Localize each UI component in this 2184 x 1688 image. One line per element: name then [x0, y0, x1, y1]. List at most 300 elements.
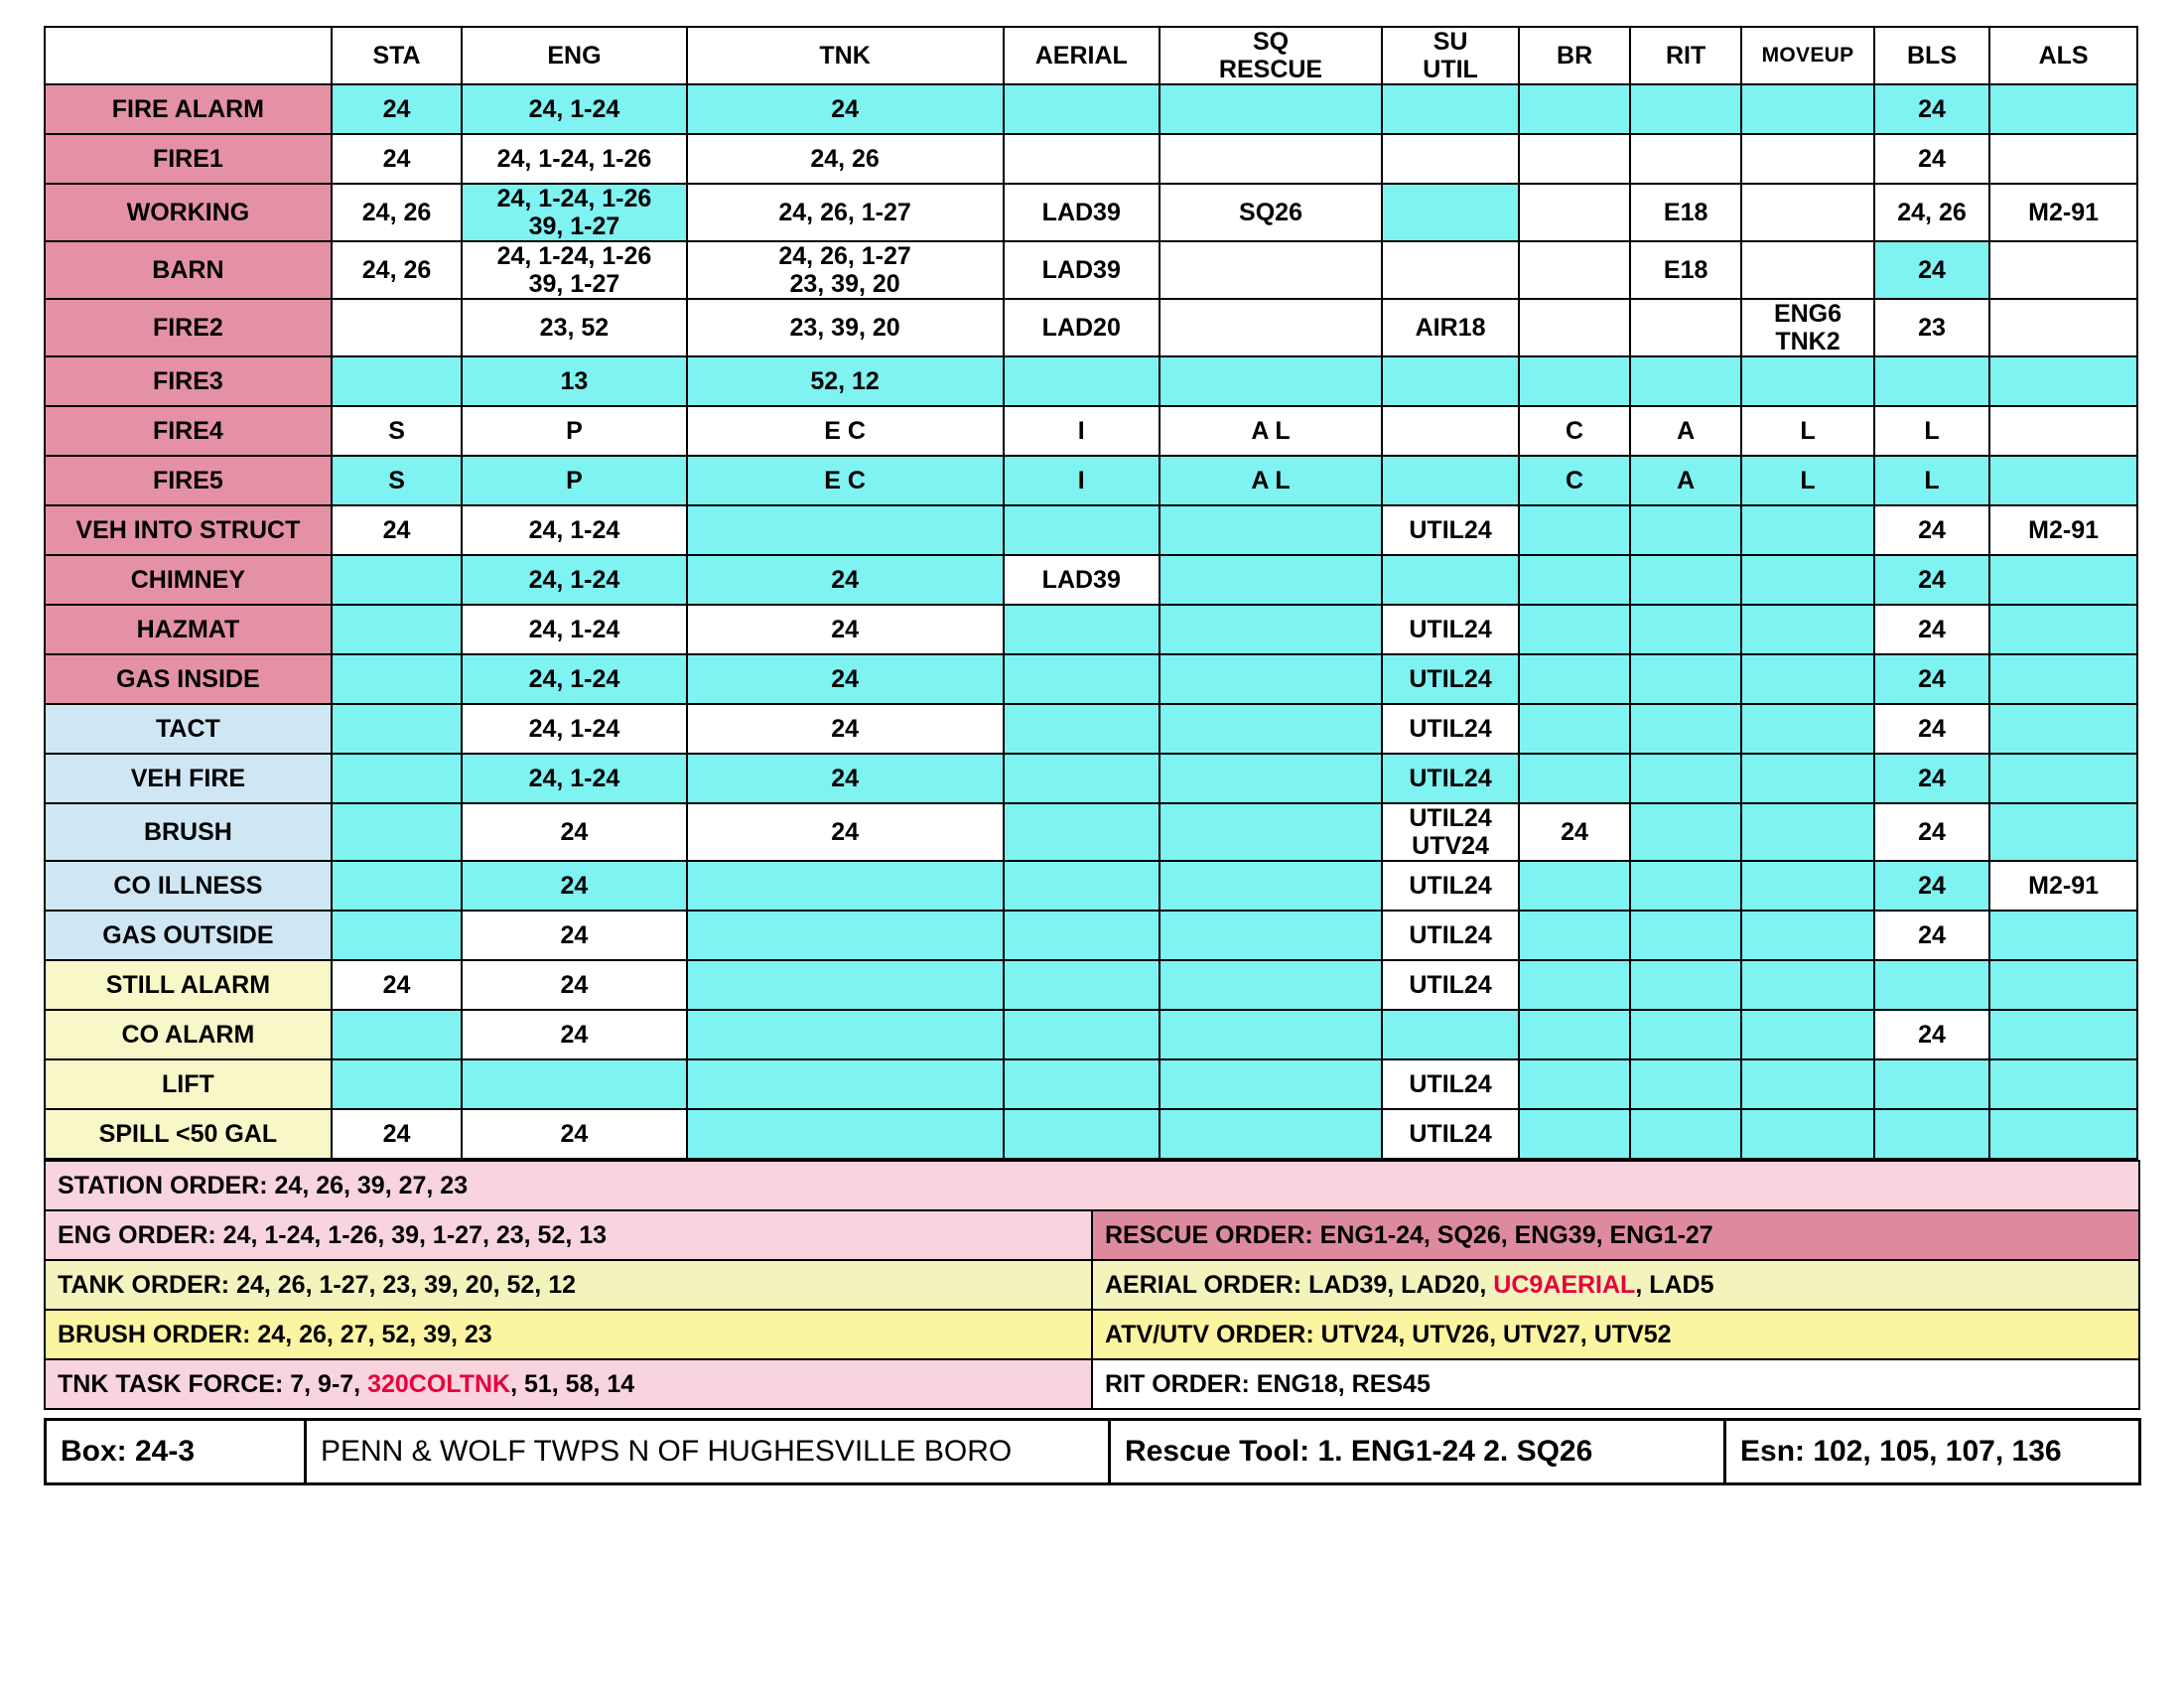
cell-bls: 24 [1874, 555, 1989, 605]
table-row [45, 1059, 2137, 1109]
row-label: LIFT [45, 1059, 332, 1109]
cell-tnk: 24 [687, 704, 1004, 754]
cell-eng: 24 [462, 911, 686, 960]
row-label: CHIMNEY [45, 555, 332, 605]
row-label: GAS INSIDE [45, 654, 332, 704]
cell-su_util [1382, 1010, 1519, 1059]
cell-sq_rescue [1160, 241, 1382, 299]
cell-sq_rescue [1160, 356, 1382, 406]
cell-su_util: AIR18 [1382, 299, 1519, 356]
column-header-tnk: TNK [687, 27, 1004, 84]
cell-als: M2-91 [1989, 861, 2137, 911]
cell-sta [332, 861, 462, 911]
cell-tnk: E C [687, 406, 1004, 456]
column-header-sta: STA [332, 27, 462, 84]
cell-moveup [1741, 960, 1874, 1010]
cell-tnk: 24 [687, 605, 1004, 654]
cell-bls: L [1874, 456, 1989, 505]
cell-als [1989, 605, 2137, 654]
cell-sta: 24, 26 [332, 241, 462, 299]
cell-rit [1630, 803, 1741, 861]
cell-sta [332, 299, 462, 356]
cell-eng: 24, 1-24 [462, 754, 686, 803]
cell-aerial [1004, 134, 1160, 184]
footer-row [46, 1420, 2140, 1484]
cell-sta: 24 [332, 84, 462, 134]
cell-bls: 24 [1874, 241, 1989, 299]
cell-br [1519, 184, 1630, 241]
cell-eng: 24 [462, 803, 686, 861]
cell-als: M2-91 [1989, 505, 2137, 555]
cell-als [1989, 960, 2137, 1010]
cell-tnk [687, 911, 1004, 960]
cell-bls [1874, 356, 1989, 406]
cell-moveup [1741, 754, 1874, 803]
cell-su_util [1382, 406, 1519, 456]
cell-moveup [1741, 184, 1874, 241]
cell-tnk [687, 1059, 1004, 1109]
cell-tnk [687, 960, 1004, 1010]
row-label: HAZMAT [45, 605, 332, 654]
column-header-moveup: MOVEUP [1741, 27, 1874, 84]
cell-tnk [687, 1010, 1004, 1059]
cell-aerial: LAD39 [1004, 555, 1160, 605]
cell-moveup [1741, 1109, 1874, 1159]
cell-eng: 24, 1-24 [462, 84, 686, 134]
cell-br [1519, 960, 1630, 1010]
station-order: STATION ORDER: 24, 26, 39, 27, 23 [45, 1161, 2139, 1210]
cell-aerial [1004, 861, 1160, 911]
cell-sq_rescue [1160, 803, 1382, 861]
cell-eng: 13 [462, 356, 686, 406]
cell-br: 24 [1519, 803, 1630, 861]
cell-br [1519, 299, 1630, 356]
cell-sta [332, 356, 462, 406]
cell-aerial [1004, 803, 1160, 861]
cell-tnk: 52, 12 [687, 356, 1004, 406]
cell-br [1519, 134, 1630, 184]
cell-sta [332, 754, 462, 803]
cell-su_util: UTIL24 [1382, 1059, 1519, 1109]
cell-eng: 24, 1-24, 1-26 39, 1-27 [462, 184, 686, 241]
table-header-row [45, 27, 2137, 84]
cell-su_util: UTIL24 [1382, 754, 1519, 803]
column-header-aerial: AERIAL [1004, 27, 1160, 84]
column-header-bls: BLS [1874, 27, 1989, 84]
table-row [45, 241, 2137, 299]
table-row [45, 1109, 2137, 1159]
row-label: FIRE1 [45, 134, 332, 184]
cell-eng: 24 [462, 960, 686, 1010]
table-row [45, 911, 2137, 960]
esn-list: Esn: 102, 105, 107, 136 [1725, 1420, 2140, 1484]
table-row [45, 406, 2137, 456]
cell-moveup [1741, 654, 1874, 704]
cell-rit [1630, 754, 1741, 803]
cell-moveup [1741, 134, 1874, 184]
cell-su_util [1382, 456, 1519, 505]
cell-sq_rescue [1160, 299, 1382, 356]
table-row [45, 184, 2137, 241]
box-area-description: PENN & WOLF TWPS N OF HUGHESVILLE BORO [306, 1420, 1110, 1484]
cell-bls [1874, 1059, 1989, 1109]
cell-rit [1630, 555, 1741, 605]
cell-sq_rescue [1160, 960, 1382, 1010]
cell-moveup [1741, 241, 1874, 299]
cell-tnk: 23, 39, 20 [687, 299, 1004, 356]
cell-aerial: LAD39 [1004, 184, 1160, 241]
cell-als [1989, 241, 2137, 299]
box-number: Box: 24-3 [46, 1420, 306, 1484]
cell-aerial [1004, 704, 1160, 754]
cell-moveup [1741, 1010, 1874, 1059]
cell-su_util: UTIL24 [1382, 1109, 1519, 1159]
cell-sta: 24 [332, 505, 462, 555]
cell-eng: 24, 1-24 [462, 605, 686, 654]
row-label: FIRE2 [45, 299, 332, 356]
order-blocks [44, 1160, 2140, 1410]
cell-bls: 24 [1874, 505, 1989, 555]
table-row [45, 134, 2137, 184]
row-label: SPILL <50 GAL [45, 1109, 332, 1159]
row-label: WORKING [45, 184, 332, 241]
cell-bls: 24 [1874, 754, 1989, 803]
atv-utv-order: ATV/UTV ORDER: UTV24, UTV26, UTV27, UTV52 [1092, 1310, 2139, 1359]
cell-eng: 23, 52 [462, 299, 686, 356]
cell-rit [1630, 654, 1741, 704]
cell-tnk: 24 [687, 84, 1004, 134]
cell-bls [1874, 960, 1989, 1010]
cell-als [1989, 704, 2137, 754]
cell-tnk [687, 505, 1004, 555]
row-label: FIRE5 [45, 456, 332, 505]
cell-eng: 24, 1-24 [462, 555, 686, 605]
rescue-order: RESCUE ORDER: ENG1-24, SQ26, ENG39, ENG1-27 [1092, 1210, 2139, 1260]
cell-tnk: 24, 26, 1-27 23, 39, 20 [687, 241, 1004, 299]
cell-aerial [1004, 84, 1160, 134]
footer-bar [44, 1418, 2141, 1485]
cell-als [1989, 1059, 2137, 1109]
cell-tnk: E C [687, 456, 1004, 505]
cell-rit [1630, 134, 1741, 184]
cell-br [1519, 356, 1630, 406]
cell-bls [1874, 1109, 1989, 1159]
cell-als [1989, 1010, 2137, 1059]
cell-sq_rescue [1160, 605, 1382, 654]
cell-su_util [1382, 84, 1519, 134]
brush-atv-order-row [45, 1310, 2139, 1359]
cell-rit [1630, 605, 1741, 654]
eng-rescue-order-row [45, 1210, 2139, 1260]
row-label: FIRE4 [45, 406, 332, 456]
cell-als [1989, 356, 2137, 406]
aerial-order-pre: AERIAL ORDER: LAD39, LAD20, [1105, 1270, 1494, 1299]
cell-br [1519, 505, 1630, 555]
cell-eng: 24 [462, 1010, 686, 1059]
cell-br [1519, 1010, 1630, 1059]
tnk-task-force [45, 1359, 1092, 1409]
cell-sq_rescue [1160, 911, 1382, 960]
table-corner-cell [45, 27, 332, 84]
table-row [45, 754, 2137, 803]
cell-moveup [1741, 704, 1874, 754]
cell-sq_rescue [1160, 654, 1382, 704]
aerial-order-highlight: UC9AERIAL [1493, 1270, 1636, 1299]
cell-aerial [1004, 356, 1160, 406]
cell-aerial [1004, 1010, 1160, 1059]
cell-sta [332, 555, 462, 605]
cell-sta [332, 911, 462, 960]
cell-su_util [1382, 184, 1519, 241]
aerial-order-post: , LAD5 [1635, 1270, 1714, 1299]
cell-rit: E18 [1630, 184, 1741, 241]
cell-bls: 24 [1874, 605, 1989, 654]
column-header-eng: ENG [462, 27, 686, 84]
row-label: FIRE ALARM [45, 84, 332, 134]
row-label: CO ALARM [45, 1010, 332, 1059]
cell-als [1989, 803, 2137, 861]
cell-bls: 24 [1874, 654, 1989, 704]
column-header-su_util: SU UTIL [1382, 27, 1519, 84]
table-row [45, 456, 2137, 505]
column-header-rit: RIT [1630, 27, 1741, 84]
cell-tnk: 24 [687, 803, 1004, 861]
cell-sta [332, 1059, 462, 1109]
column-header-als: ALS [1989, 27, 2137, 84]
cell-bls: 24, 26 [1874, 184, 1989, 241]
cell-rit [1630, 960, 1741, 1010]
cell-su_util: UTIL24 [1382, 911, 1519, 960]
row-label: GAS OUTSIDE [45, 911, 332, 960]
cell-rit [1630, 1059, 1741, 1109]
cell-aerial: LAD39 [1004, 241, 1160, 299]
cell-rit: A [1630, 456, 1741, 505]
cell-rit: E18 [1630, 241, 1741, 299]
cell-su_util: UTIL24 [1382, 505, 1519, 555]
cell-br: C [1519, 406, 1630, 456]
cell-su_util: UTIL24 [1382, 605, 1519, 654]
cell-moveup: L [1741, 406, 1874, 456]
cell-aerial [1004, 754, 1160, 803]
cell-als [1989, 754, 2137, 803]
table-row [45, 654, 2137, 704]
table-row [45, 803, 2137, 861]
cell-sq_rescue [1160, 555, 1382, 605]
cell-als [1989, 654, 2137, 704]
cell-als [1989, 134, 2137, 184]
cell-sta: S [332, 456, 462, 505]
table-row [45, 704, 2137, 754]
cell-rit [1630, 1010, 1741, 1059]
cell-moveup [1741, 861, 1874, 911]
cell-br [1519, 1109, 1630, 1159]
table-row [45, 555, 2137, 605]
cell-bls: 24 [1874, 84, 1989, 134]
cell-rit [1630, 356, 1741, 406]
cell-sq_rescue: A L [1160, 456, 1382, 505]
cell-tnk: 24 [687, 654, 1004, 704]
cell-br [1519, 555, 1630, 605]
cell-aerial [1004, 1059, 1160, 1109]
cell-tnk: 24 [687, 555, 1004, 605]
cell-br [1519, 1059, 1630, 1109]
cell-sta [332, 704, 462, 754]
cell-br [1519, 605, 1630, 654]
cell-sta: 24, 26 [332, 184, 462, 241]
cell-su_util [1382, 356, 1519, 406]
cell-eng: 24, 1-24, 1-26 39, 1-27 [462, 241, 686, 299]
aerial-order [1092, 1260, 2139, 1310]
cell-tnk: 24, 26 [687, 134, 1004, 184]
cell-eng: 24, 1-24, 1-26 [462, 134, 686, 184]
row-label: VEH INTO STRUCT [45, 505, 332, 555]
cell-eng: P [462, 406, 686, 456]
cell-bls: 24 [1874, 704, 1989, 754]
cell-rit [1630, 505, 1741, 555]
cell-als [1989, 84, 2137, 134]
cell-tnk: 24 [687, 754, 1004, 803]
table-body [45, 84, 2137, 1159]
cell-bls: 24 [1874, 803, 1989, 861]
cell-su_util [1382, 555, 1519, 605]
cell-moveup [1741, 505, 1874, 555]
cell-sq_rescue: A L [1160, 406, 1382, 456]
cell-aerial: I [1004, 456, 1160, 505]
cell-sq_rescue [1160, 84, 1382, 134]
row-label: VEH FIRE [45, 754, 332, 803]
cell-rit [1630, 704, 1741, 754]
cell-moveup [1741, 803, 1874, 861]
cell-als [1989, 1109, 2137, 1159]
row-label: BRUSH [45, 803, 332, 861]
cell-moveup: L [1741, 456, 1874, 505]
cell-br [1519, 861, 1630, 911]
cell-br [1519, 241, 1630, 299]
cell-bls: 23 [1874, 299, 1989, 356]
cell-moveup: ENG6 TNK2 [1741, 299, 1874, 356]
tank-order: TANK ORDER: 24, 26, 1-27, 23, 39, 20, 52, 12 [45, 1260, 1092, 1310]
cell-eng: P [462, 456, 686, 505]
cell-eng: 24, 1-24 [462, 505, 686, 555]
row-label: TACT [45, 704, 332, 754]
cell-sta: S [332, 406, 462, 456]
cell-moveup [1741, 1059, 1874, 1109]
cell-moveup [1741, 84, 1874, 134]
cell-su_util: UTIL24 [1382, 704, 1519, 754]
cell-br [1519, 911, 1630, 960]
cell-su_util: UTIL24 [1382, 654, 1519, 704]
cell-rit [1630, 911, 1741, 960]
cell-rit: A [1630, 406, 1741, 456]
cell-aerial: LAD20 [1004, 299, 1160, 356]
cell-br [1519, 754, 1630, 803]
cell-bls: 24 [1874, 861, 1989, 911]
cell-als [1989, 299, 2137, 356]
cell-eng: 24 [462, 861, 686, 911]
tank-aerial-order-row [45, 1260, 2139, 1310]
eng-order: ENG ORDER: 24, 1-24, 1-26, 39, 1-27, 23, 52, 13 [45, 1210, 1092, 1260]
cell-sq_rescue [1160, 505, 1382, 555]
cell-moveup [1741, 356, 1874, 406]
cell-rit [1630, 861, 1741, 911]
cell-moveup [1741, 605, 1874, 654]
table-row [45, 505, 2137, 555]
cell-sq_rescue [1160, 704, 1382, 754]
cell-sta: 24 [332, 1109, 462, 1159]
cell-su_util: UTIL24 [1382, 960, 1519, 1010]
table-row [45, 861, 2137, 911]
cell-br: C [1519, 456, 1630, 505]
cell-als [1989, 406, 2137, 456]
tnk-task-force-highlight: 320COLTNK [367, 1369, 511, 1398]
cell-eng [462, 1059, 686, 1109]
cell-sta [332, 654, 462, 704]
cell-eng: 24, 1-24 [462, 654, 686, 704]
cell-als [1989, 911, 2137, 960]
cell-als [1989, 555, 2137, 605]
brush-order: BRUSH ORDER: 24, 26, 27, 52, 39, 23 [45, 1310, 1092, 1359]
table-row [45, 605, 2137, 654]
table-header [45, 27, 2137, 84]
rit-order: RIT ORDER: ENG18, RES45 [1092, 1359, 2139, 1409]
cell-rit [1630, 299, 1741, 356]
tnk-rit-order-row [45, 1359, 2139, 1409]
cell-aerial: I [1004, 406, 1160, 456]
cell-als [1989, 456, 2137, 505]
cell-sq_rescue [1160, 1059, 1382, 1109]
cell-aerial [1004, 960, 1160, 1010]
table-row [45, 960, 2137, 1010]
cell-su_util [1382, 241, 1519, 299]
cell-bls: 24 [1874, 911, 1989, 960]
cell-tnk [687, 1109, 1004, 1159]
cell-rit [1630, 84, 1741, 134]
cell-aerial [1004, 911, 1160, 960]
cell-su_util: UTIL24 UTV24 [1382, 803, 1519, 861]
row-label: STILL ALARM [45, 960, 332, 1010]
cell-br [1519, 654, 1630, 704]
cell-eng: 24 [462, 1109, 686, 1159]
cell-sq_rescue [1160, 754, 1382, 803]
cell-br [1519, 84, 1630, 134]
row-label: FIRE3 [45, 356, 332, 406]
cell-sq_rescue [1160, 861, 1382, 911]
cell-sta [332, 803, 462, 861]
cell-sq_rescue: SQ26 [1160, 184, 1382, 241]
cell-aerial [1004, 1109, 1160, 1159]
table-row [45, 84, 2137, 134]
cell-sta [332, 1010, 462, 1059]
rescue-tool: Rescue Tool: 1. ENG1-24 2. SQ26 [1110, 1420, 1725, 1484]
cell-sq_rescue [1160, 1010, 1382, 1059]
response-matrix-table [44, 26, 2138, 1160]
cell-su_util [1382, 134, 1519, 184]
tnk-task-force-pre: TNK TASK FORCE: 7, 9-7, [58, 1369, 368, 1398]
column-header-br: BR [1519, 27, 1630, 84]
tnk-task-force-post: , 51, 58, 14 [510, 1369, 635, 1398]
row-label: CO ILLNESS [45, 861, 332, 911]
cell-sta: 24 [332, 960, 462, 1010]
table-row [45, 1010, 2137, 1059]
cell-rit [1630, 1109, 1741, 1159]
table-row [45, 299, 2137, 356]
cell-aerial [1004, 505, 1160, 555]
cell-bls: 24 [1874, 1010, 1989, 1059]
cell-su_util: UTIL24 [1382, 861, 1519, 911]
cell-tnk [687, 861, 1004, 911]
cell-als: M2-91 [1989, 184, 2137, 241]
cell-aerial [1004, 605, 1160, 654]
